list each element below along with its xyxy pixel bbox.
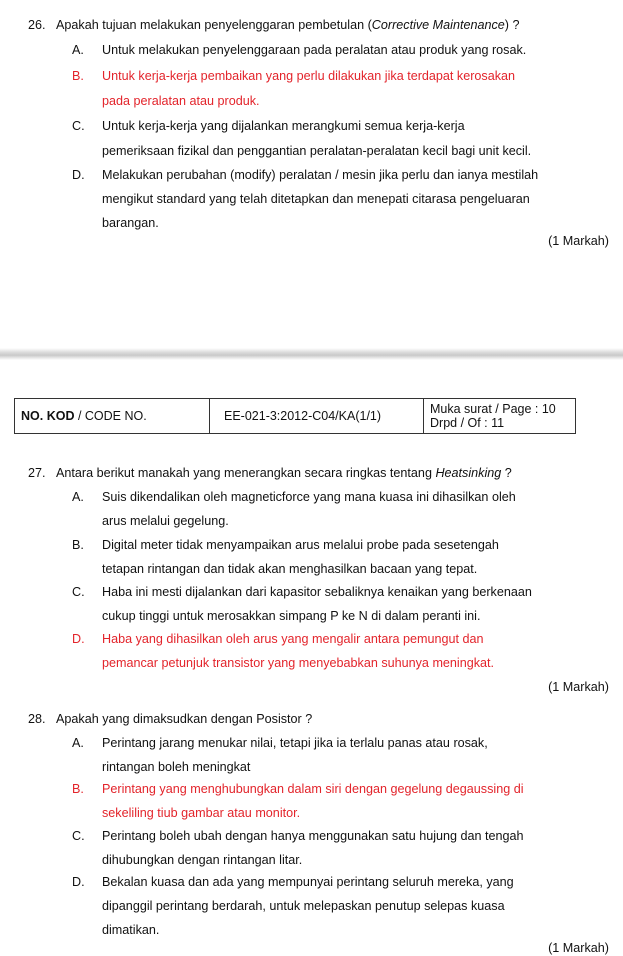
option-letter[interactable]: B.: [72, 69, 84, 83]
question-number: 26.: [28, 18, 46, 32]
marks-label: (1 Markah): [548, 680, 609, 694]
option-letter[interactable]: A.: [72, 490, 84, 504]
option-text: Haba ini mesti dijalankan dari kapasitor sebaliknya kenaikan yang berkenaan: [102, 585, 532, 599]
option-text: rintangan boleh meningkat: [102, 760, 251, 774]
marks-label: (1 Markah): [548, 941, 609, 955]
option-text: Melakukan perubahan (modify) peralatan / mesin jika perlu dan ianya mestilah: [102, 168, 539, 182]
question-number: 28.: [28, 712, 46, 726]
option-text: pada peralatan atau produk.: [102, 94, 260, 108]
question-27-stem: 27. Antara berikut manakah yang menerangkan secara ringkas tentang Heatsinking ?: [28, 466, 512, 480]
option-text: Haba yang dihasilkan oleh arus yang mengalir antara pemungut dan: [102, 632, 484, 646]
option-letter[interactable]: D.: [72, 632, 85, 646]
option-letter[interactable]: A.: [72, 736, 84, 750]
option-text: arus melalui gegelung.: [102, 514, 229, 528]
question-28-stem: 28. Apakah yang dimaksudkan dengan Posistor ?: [28, 712, 313, 726]
option-text: Perintang yang menghubungkan dalam siri dengan gegelung degaussing di: [102, 782, 524, 796]
option-letter[interactable]: C.: [72, 119, 85, 133]
option-letter[interactable]: D.: [72, 875, 85, 889]
option-text: dimatikan.: [102, 923, 160, 937]
code-label-cell: NO. KOD / CODE NO.: [15, 399, 210, 433]
question-26-stem: 26. Apakah tujuan melakukan penyelenggaran pembetulan (Corrective Maintenance) ?: [28, 18, 520, 32]
page-header-table: [14, 398, 576, 434]
option-letter[interactable]: B.: [72, 538, 84, 552]
option-letter[interactable]: D.: [72, 168, 85, 182]
option-letter[interactable]: C.: [72, 585, 85, 599]
option-text: Untuk melakukan penyelenggaraan pada peralatan atau produk yang rosak.: [102, 43, 527, 57]
code-value-cell: EE-021-3:2012-C04/KA(1/1): [210, 399, 424, 433]
option-text: tetapan rintangan dan tidak akan menghasilkan bacaan yang tepat.: [102, 562, 478, 576]
option-letter[interactable]: A.: [72, 43, 84, 57]
option-text: dihubungkan dengan rintangan litar.: [102, 853, 303, 867]
option-text: Untuk kerja-kerja yang dijalankan merangkumi semua kerja-kerja: [102, 119, 465, 133]
option-text: sekeliling tiub gambar atau monitor.: [102, 806, 301, 820]
option-text: Untuk kerja-kerja pembaikan yang perlu dilakukan jika terdapat kerosakan: [102, 69, 516, 83]
option-letter[interactable]: C.: [72, 829, 85, 843]
page-divider: [0, 348, 623, 360]
option-text: dipanggil perintang berdarah, untuk melepaskan penutup selepas kuasa: [102, 899, 505, 913]
option-text: cukup tinggi untuk merosakkan simpang P ke N di dalam peranti ini.: [102, 609, 481, 623]
option-text: mengikut standard yang telah ditetapkan dan menepati citarasa pengeluaran: [102, 192, 530, 206]
page-number-cell: [424, 399, 575, 433]
option-text: Perintang jarang menukar nilai, tetapi jika ia terlalu panas atau rosak,: [102, 736, 488, 750]
option-text: barangan.: [102, 216, 159, 230]
page-total: Drpd / Of : 11: [430, 416, 505, 430]
option-text: Suis dikendalikan oleh magneticforce yang mana kuasa ini dihasilkan oleh: [102, 490, 516, 504]
option-text: pemeriksaan fizikal dan penggantian peralatan-peralatan kecil bagi unit kecil.: [102, 144, 532, 158]
question-number: 27.: [28, 466, 46, 480]
option-text: Bekalan kuasa dan ada yang mempunyai perintang seluruh mereka, yang: [102, 875, 514, 889]
marks-label: (1 Markah): [548, 234, 609, 248]
option-text: pemancar petunjuk transistor yang menyebabkan suhunya meningkat.: [102, 656, 495, 670]
option-letter[interactable]: B.: [72, 782, 84, 796]
option-text: Digital meter tidak menyampaikan arus melalui probe pada sesetengah: [102, 538, 499, 552]
option-text: Perintang boleh ubah dengan hanya menggunakan satu hujung dan tengah: [102, 829, 524, 843]
page-number: Muka surat / Page : 10: [430, 402, 556, 416]
